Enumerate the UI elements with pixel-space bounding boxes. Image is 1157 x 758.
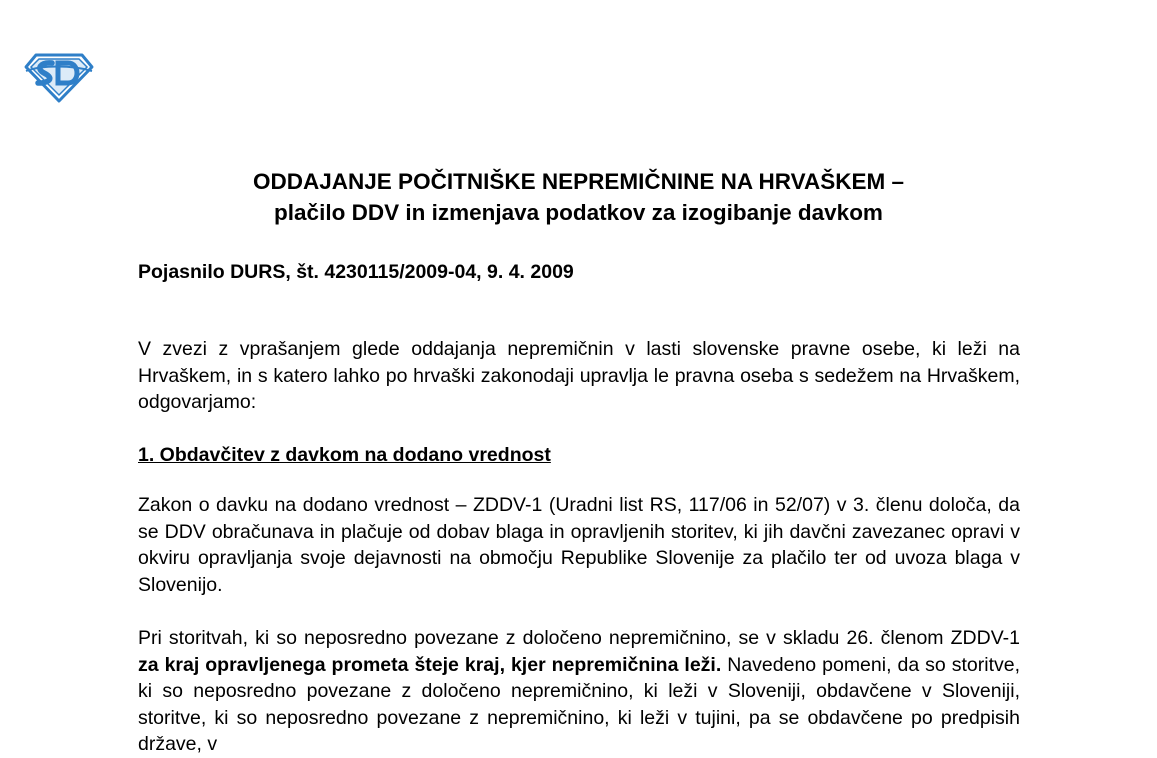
paragraph-2-bold-text: za kraj opravljenega prometa šteje kraj, kjer nepremičnina leži. [138,653,722,676]
document-subtitle: Pojasnilo DURS, št. 4230115/2009-04, 9. 4. 2009 [138,261,574,283]
section-1-paragraph-2 [138,625,1020,758]
paragraph-2-text-a: Pri storitvah, ki so neposredno povezane z določeno nepremičnino, se v skladu 26. členom ZDDV-1 [138,627,1020,649]
section-1-paragraph-1: Zakon o davku na dodano vrednost – ZDDV-1 (Uradni list RS, 117/06 in 52/07) v 3. členu določa, da se DDV obračunava in plačuje od dobav blaga in opravljenih storitev, ki jih davčni zavezanec opravi v okviru opravljanja svoje dejavnosti na območju Republike Slovenije za plačilo ter od uvoza blaga v Slovenijo. [138,494,1020,596]
document-title-line-2: plačilo DDV in izmenjava podatkov za izogibanje davkom [274,200,883,225]
sd-shield-logo-icon [22,49,96,105]
paragraph-2-text-b: Navedeno pomeni, da so storitve, ki so neposredno povezane z določeno nepremičnino, ki leži v Sloveniji, obdavčene v Sloveniji, storitve, ki so neposredno povezane z nepremičnino, ki leži v tujini, pa se obdavčene po predpisih države, v [138,653,1020,755]
section-1-heading: 1. Obdavčitev z davkom na dodano vrednost [138,444,551,466]
sd-shield-logo [22,49,96,105]
document-title-line-1: ODDAJANJE POČITNIŠKE NEPREMIČNINE NA HRVAŠKEM – [253,169,904,194]
intro-paragraph: V zvezi z vprašanjem glede oddajanja nepremičnin v lasti slovenske pravne osebe, ki leži na Hrvaškem, in s katero lahko po hrvaški zakonodaji upravlja le pravna oseba s sedežem na Hrvaškem, odgovarjamo: [138,338,1020,413]
